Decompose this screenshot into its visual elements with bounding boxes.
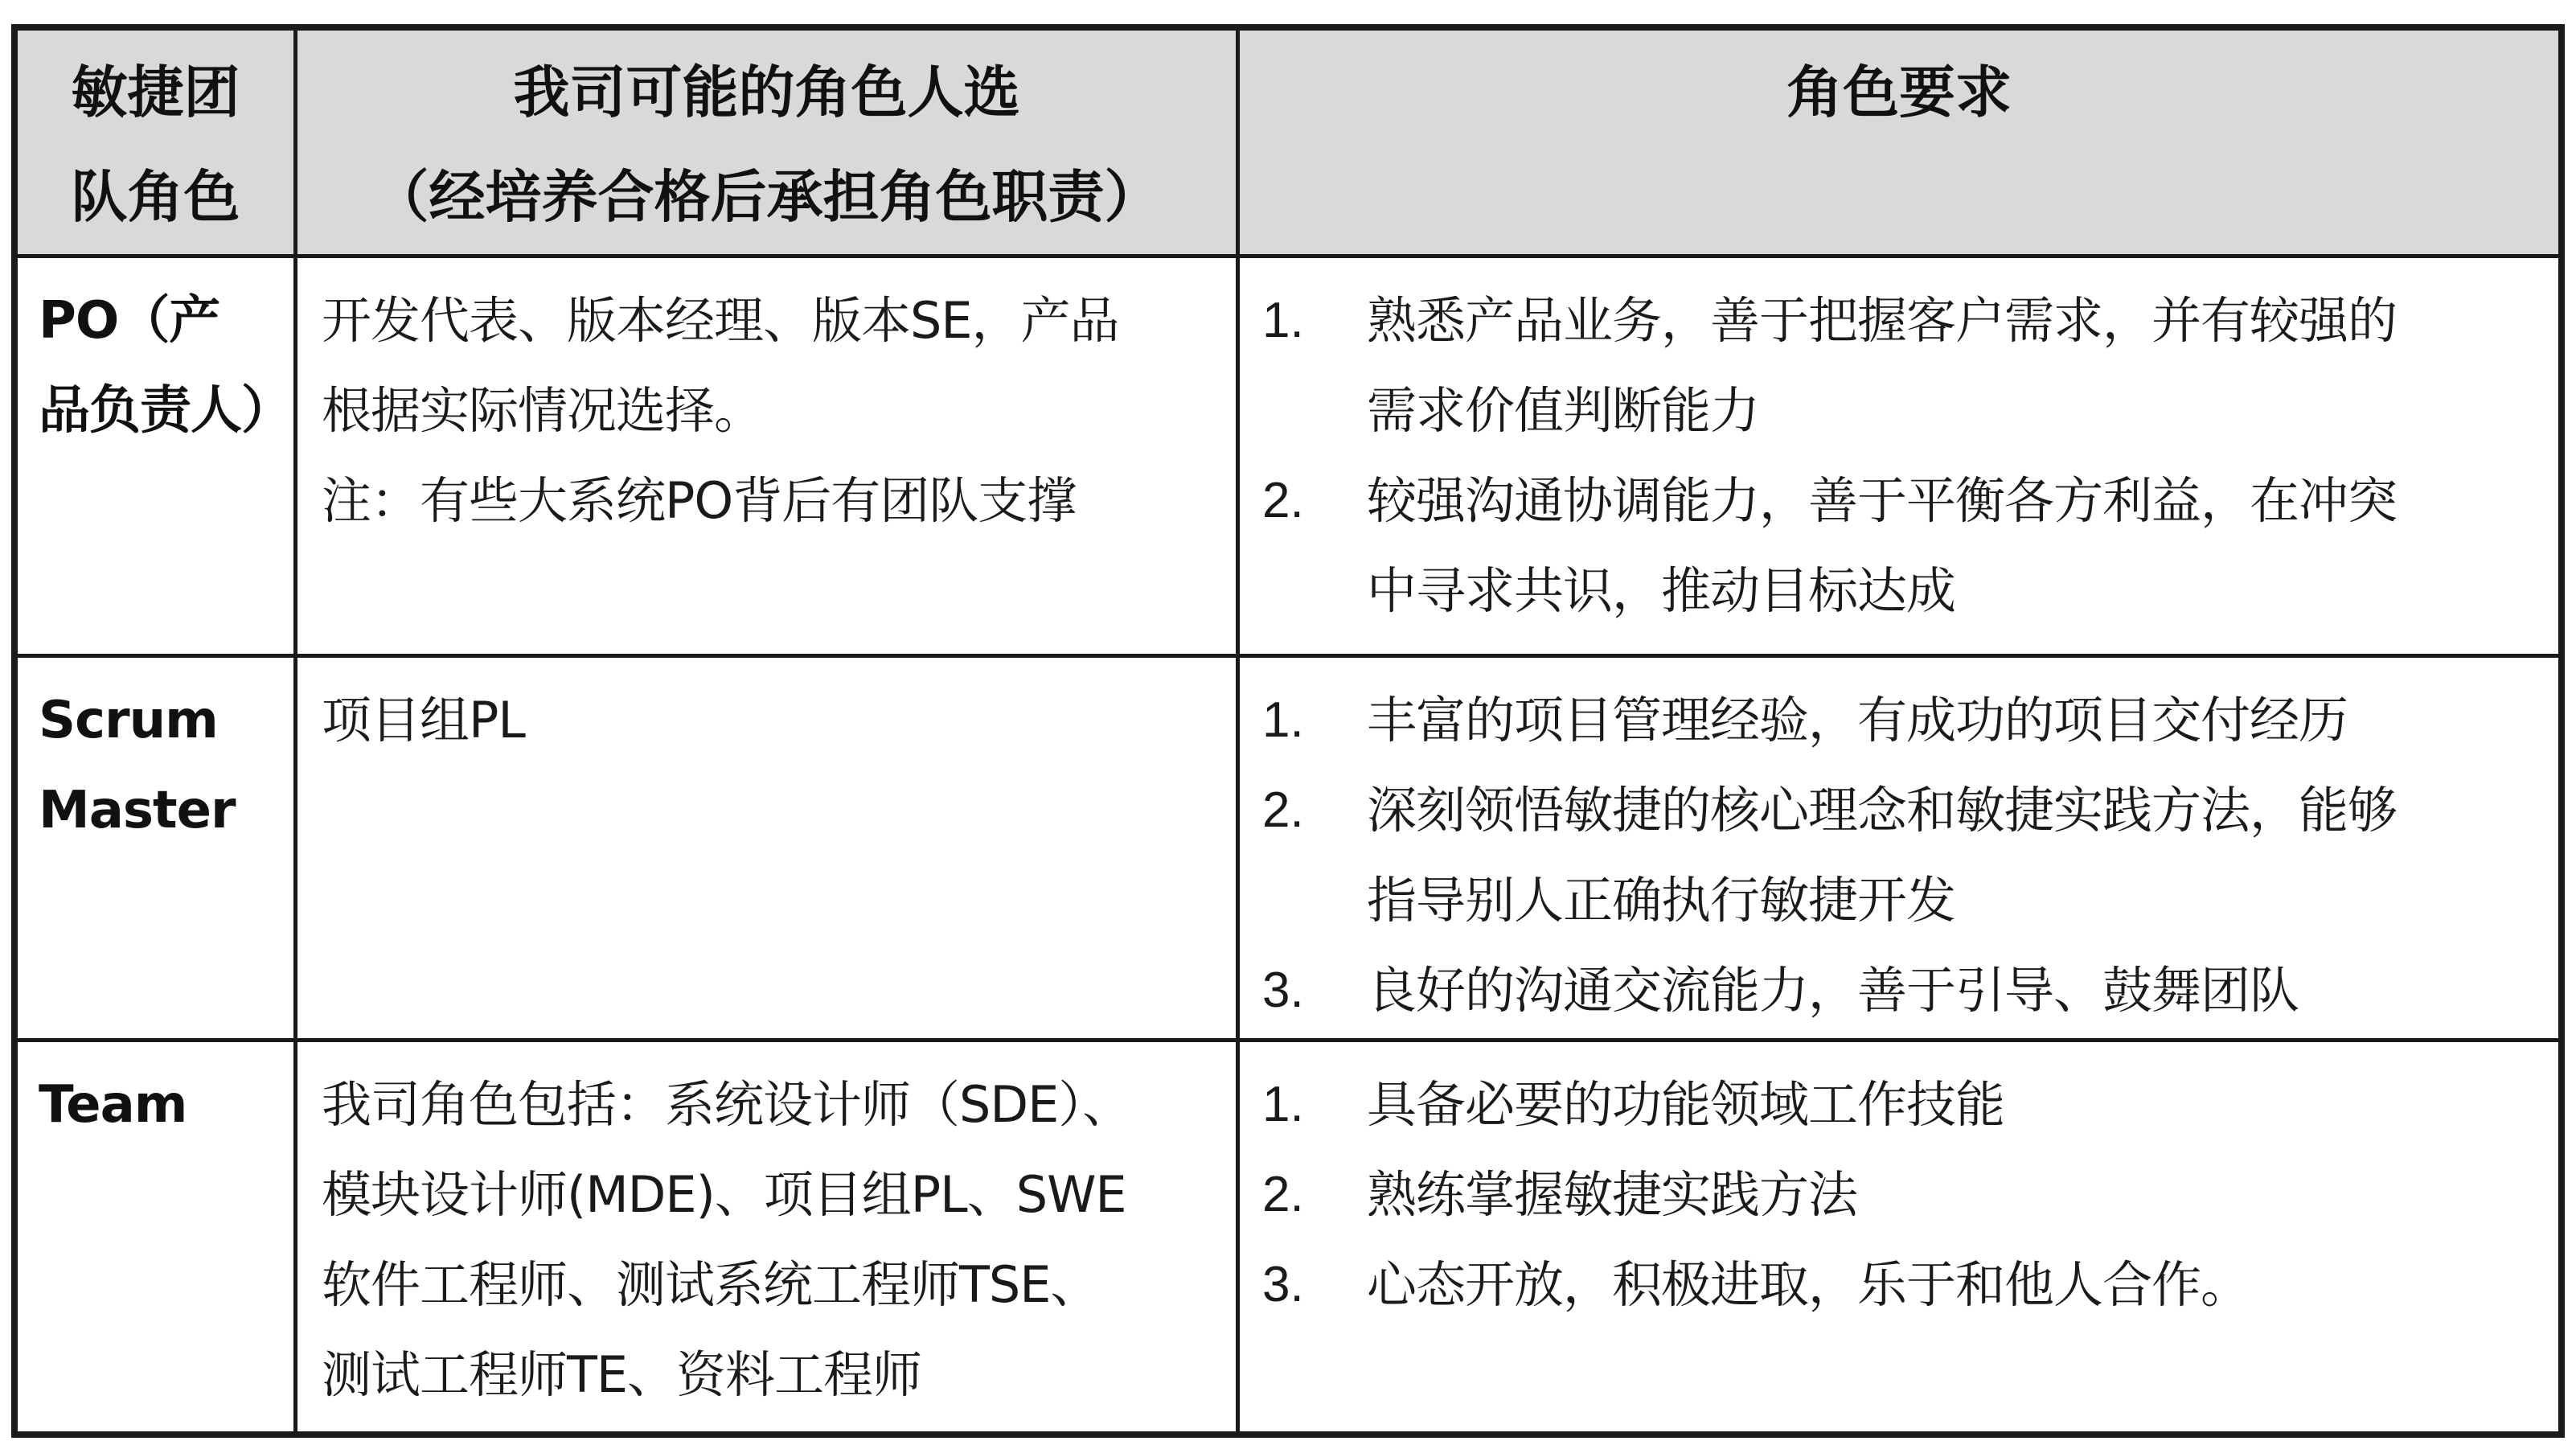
header-role-line: 敏捷团 [71, 60, 240, 125]
header-candidate-line: 我司可能的角色人选 [513, 60, 1020, 125]
requirement-number: 2. [1262, 473, 1304, 528]
requirement-item [1262, 766, 2542, 946]
role-line: 品负责人） [39, 381, 292, 441]
role-line: Scrum [39, 691, 218, 750]
requirements-cell-team [1240, 1042, 2558, 1431]
header-role-line: 队角色 [71, 164, 240, 230]
requirement-item [1262, 456, 2542, 636]
requirement-number: 2. [1262, 1167, 1304, 1222]
role-line: PO（产 [39, 291, 220, 351]
header-role-cell [18, 31, 297, 258]
role-line: Master [39, 781, 236, 840]
agile-roles-table [11, 24, 2565, 1438]
requirements-cell-po [1240, 258, 2558, 658]
requirement-text: 较强沟通协调能力，善于平衡各方利益，在冲突 [1367, 471, 2398, 530]
header-requirements-cell [1240, 31, 2558, 258]
candidate-line: 根据实际情况选择。 [322, 381, 764, 440]
requirement-text: 具备必要的功能领域工作技能 [1367, 1075, 2005, 1134]
requirement-item [1262, 276, 2542, 456]
requirement-text: 熟悉产品业务，善于把握客户需求，并有较强的 [1367, 291, 2398, 350]
candidate-line: 开发代表、版本经理、版本SE，产品 [322, 291, 1119, 350]
requirement-number: 1. [1262, 293, 1304, 348]
candidate-cell-po [297, 258, 1240, 658]
requirement-number: 3. [1262, 963, 1304, 1018]
requirement-text: 需求价值判断能力 [1367, 381, 1760, 440]
requirement-item [1262, 1060, 2542, 1150]
header-candidate-line: （经培养合格后承担角色职责） [372, 164, 1161, 230]
requirement-text: 深刻领悟敏捷的核心理念和敏捷实践方法，能够 [1367, 781, 2398, 840]
requirement-text: 良好的沟通交流能力，善于引导、鼓舞团队 [1367, 961, 2299, 1020]
requirement-text: 丰富的项目管理经验，有成功的项目交付经历 [1367, 691, 2348, 749]
role-cell-scrum-master [18, 658, 297, 1042]
candidate-cell-team [297, 1042, 1240, 1431]
requirements-cell-scrum-master [1240, 658, 2558, 1042]
requirement-text: 熟练掌握敏捷实践方法 [1367, 1165, 1858, 1224]
requirement-text: 心态开放，积极进取，乐于和他人合作。 [1367, 1255, 2250, 1314]
requirement-item [1262, 1150, 2542, 1240]
candidate-line: 软件工程师、测试系统工程师TSE、 [322, 1255, 1100, 1314]
candidate-line: 项目组PL [322, 691, 525, 749]
requirement-number: 2. [1262, 782, 1304, 838]
header-requirements-label: 角色要求 [1786, 60, 2012, 125]
requirement-number: 1. [1262, 692, 1304, 748]
candidate-cell-scrum-master [297, 658, 1240, 1042]
candidate-line: 模块设计师(MDE)、项目组PL、SWE [322, 1165, 1126, 1224]
requirement-number: 3. [1262, 1257, 1304, 1312]
candidate-line: 测试工程师TE、资料工程师 [322, 1345, 922, 1404]
candidate-line: 我司角色包括：系统设计师（SDE）、 [322, 1075, 1132, 1134]
role-cell-team [18, 1042, 297, 1431]
requirement-number: 1. [1262, 1077, 1304, 1132]
role-cell-po [18, 258, 297, 658]
requirement-item [1262, 946, 2542, 1036]
requirement-text: 指导别人正确执行敏捷开发 [1367, 871, 1956, 930]
requirement-item [1262, 1240, 2542, 1330]
requirement-text: 中寻求共识，推动目标达成 [1367, 561, 1956, 620]
role-line: Team [39, 1075, 187, 1135]
header-candidate-cell [297, 31, 1240, 258]
candidate-line: 注：有些大系统PO背后有团队支撑 [322, 471, 1077, 530]
requirement-item [1262, 675, 2542, 766]
